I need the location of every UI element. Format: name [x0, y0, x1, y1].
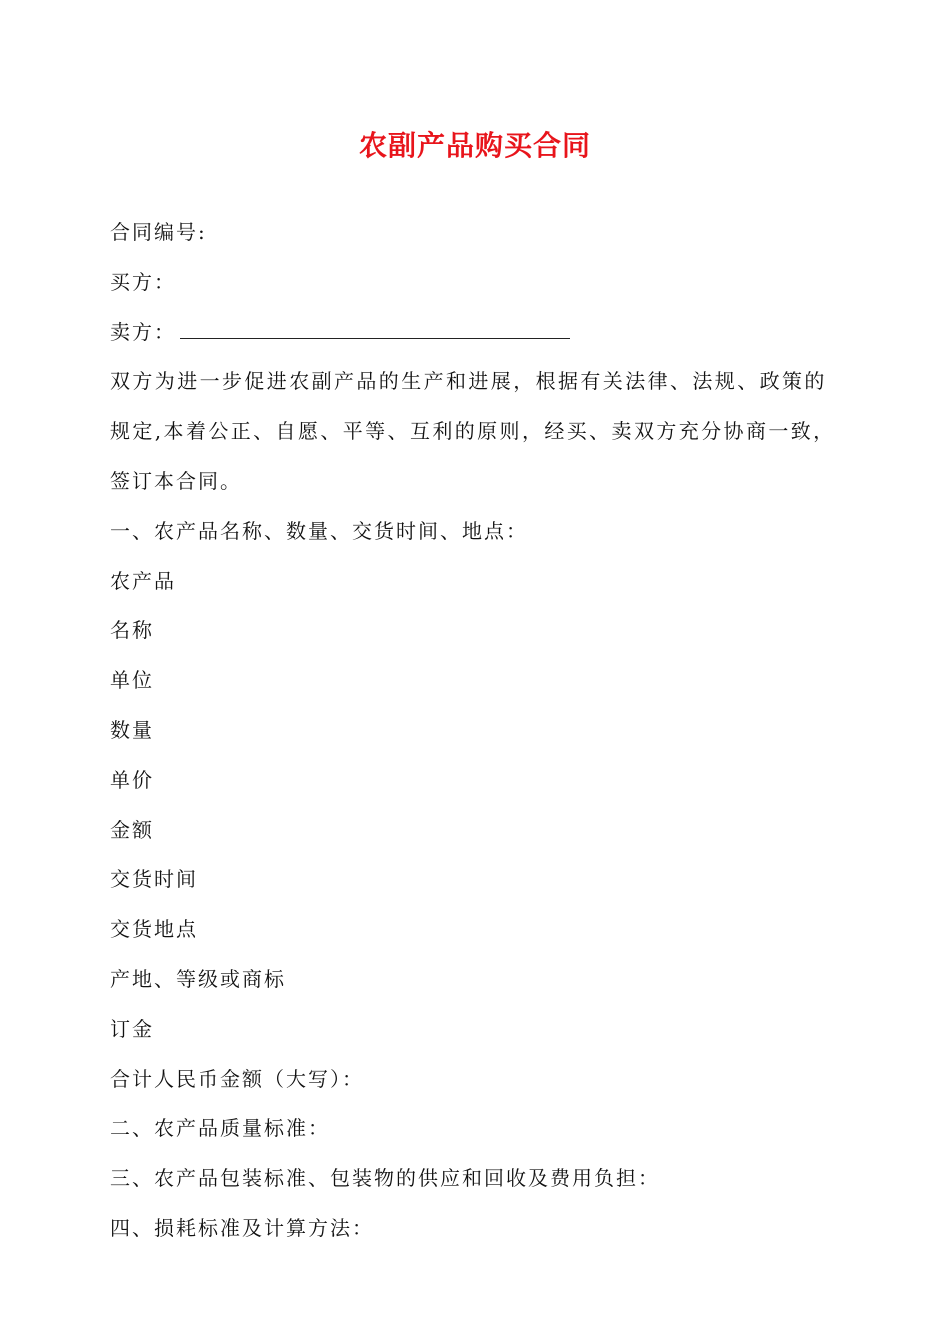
field-label: 金额: [110, 817, 154, 842]
total-amount-label: 合计人民币金额（大写）：: [110, 1066, 364, 1091]
field-label: 名称: [110, 618, 154, 643]
document-body: [110, 212, 840, 1258]
seller-blank-line: [180, 320, 570, 339]
seller-line: [110, 312, 840, 362]
contract-number-label: 合同编号:: [110, 220, 207, 244]
field-label: 单位: [110, 668, 154, 693]
section-1-heading: 一、农产品名称、数量、交货时间、地点：: [110, 518, 528, 543]
field-label: 农产品: [110, 568, 176, 593]
field-label: 交货时间: [110, 867, 198, 892]
preamble-paragraph: [110, 361, 840, 510]
preamble-line: 签订本合同。: [110, 468, 242, 493]
buyer-label: 买方：: [110, 269, 176, 294]
section-3-heading: 三、农产品包装标准、包装物的供应和回收及费用负担：: [110, 1166, 660, 1191]
section-4-heading: 四、损耗标准及计算方法：: [110, 1215, 374, 1240]
preamble-line: 双方为进一步促进农副产品的生产和进展，根据有关法律、法规、政策的: [110, 369, 827, 394]
preamble-line: 规定,本着公正、自愿、平等、互利的原则，经买、卖双方充分协商一致，: [110, 419, 836, 444]
field-label: 单价: [110, 767, 154, 792]
seller-label: 卖方：: [110, 319, 176, 344]
field-label: 产地、等级或商标: [110, 966, 286, 991]
field-label: 数量: [110, 717, 154, 742]
section-2-heading: 二、农产品质量标准：: [110, 1116, 330, 1141]
document-title: 农副产品购买合同: [358, 129, 591, 162]
field-label: 订金: [110, 1016, 154, 1041]
field-label: 交货地点: [110, 917, 198, 942]
